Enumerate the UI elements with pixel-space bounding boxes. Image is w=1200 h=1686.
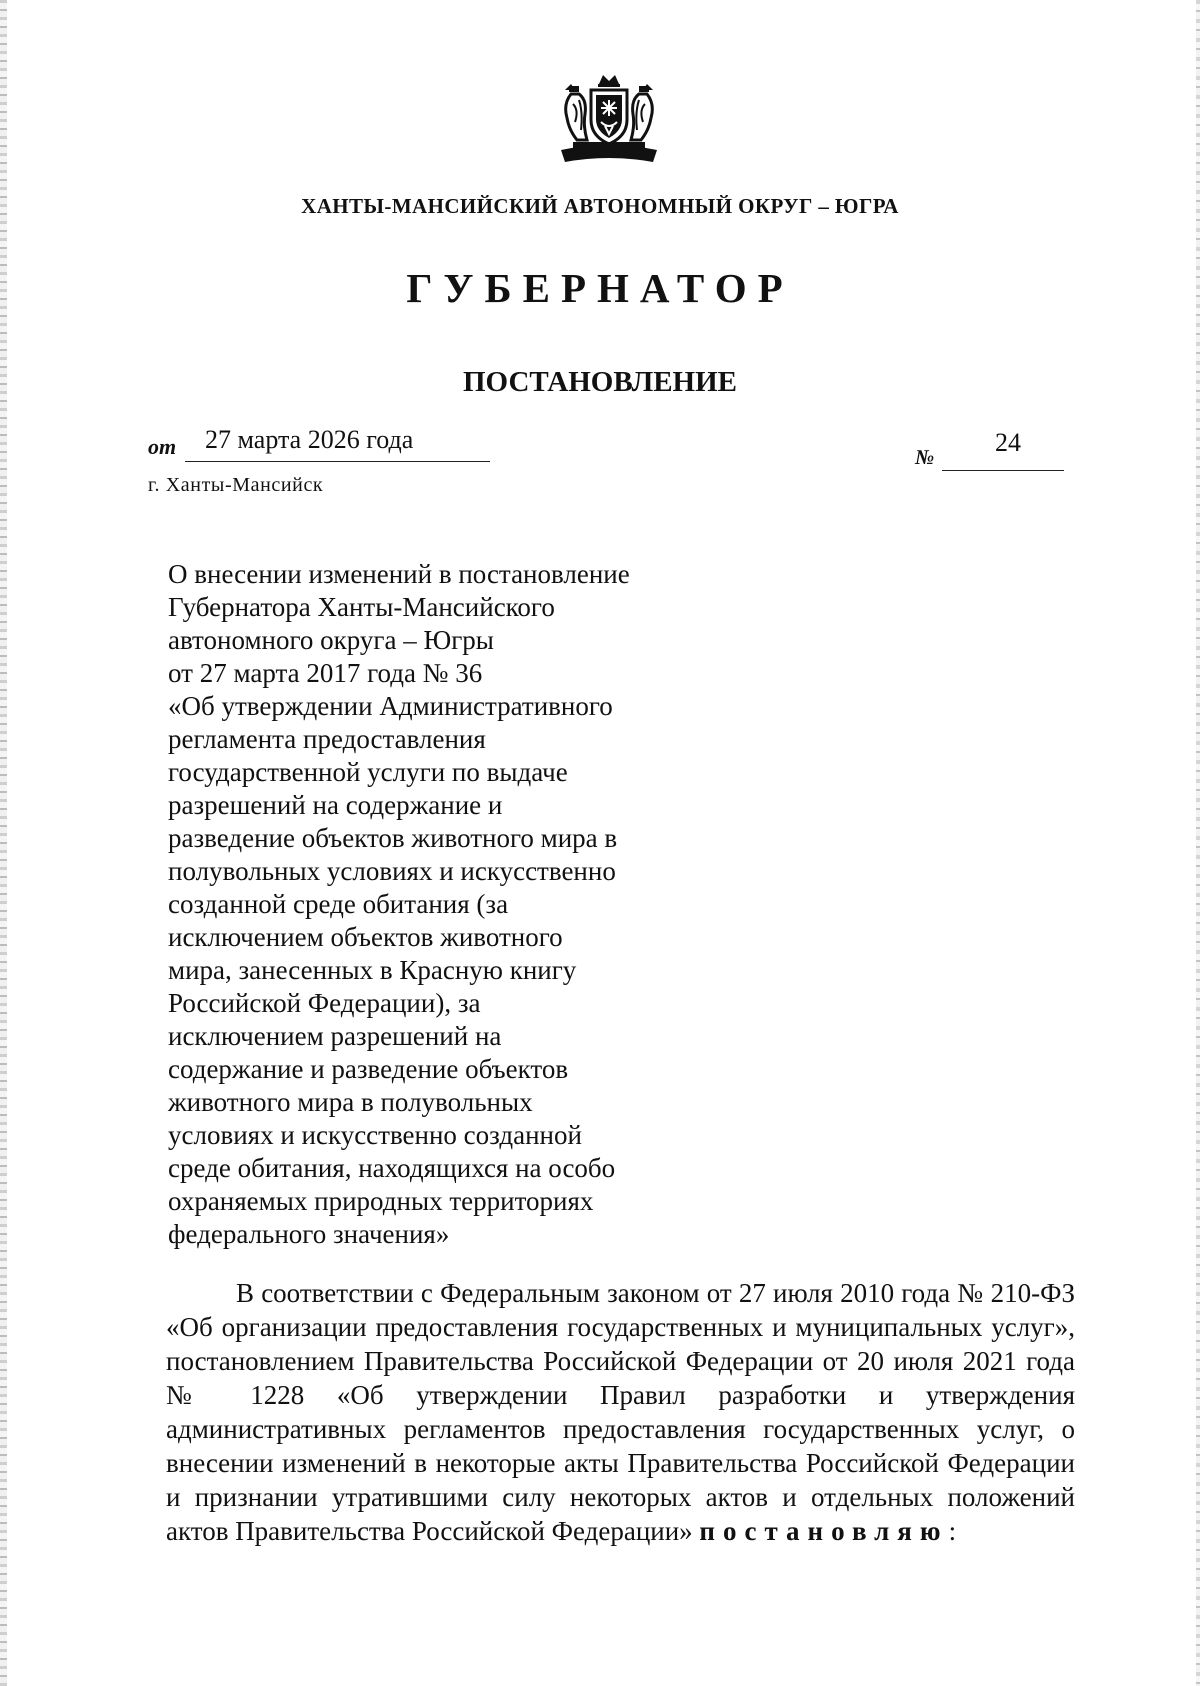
- subject-line: «Об утверждении Административного: [168, 691, 613, 721]
- subject-line: мира, занесенных в Красную книгу: [168, 955, 577, 985]
- date-prefix: от: [148, 434, 177, 459]
- scan-edge-left: [0, 0, 7, 1686]
- document-number: 24: [995, 428, 1021, 457]
- subject-line: Российской Федерации), за: [168, 988, 481, 1018]
- decision-word: постановляю: [699, 1516, 949, 1546]
- date-underline: [185, 461, 490, 462]
- subject-line: содержание и разведение объектов: [168, 1054, 569, 1084]
- subject-line: животного мира в полувольных: [168, 1087, 533, 1117]
- city: г. Ханты-Мансийск: [148, 474, 324, 496]
- body-text: В соответствии с Федеральным законом от 27 июля 2010 года № 210-ФЗ «Об организации предоставления государственных и муниципальных услуг», постановлением Правительства Российской Федерации от 20 июля 2021 года № 1228 «Об утверждении Правил разработки и утверждения административных регламентов предоставления государственных услуг, о внесении изменений в некоторые акты Правительства Российской Федерации и признании утратившими силу некоторых актов и отдельных положений актов Правительства Российской Федерации»: [166, 1278, 1075, 1546]
- subject-line: О внесении изменений в постановление: [168, 559, 630, 589]
- number-prefix: №: [915, 445, 935, 469]
- body-paragraph: [166, 1276, 1075, 1548]
- subject-line: федерального значения»: [168, 1219, 450, 1249]
- subject-line: созданной среде обитания (за: [168, 889, 509, 919]
- subject-line: от 27 марта 2017 года № 36: [168, 658, 483, 688]
- subject-line: разрешений на содержание и: [168, 790, 503, 820]
- number-underline: [942, 470, 1064, 471]
- coat-of-arms-icon: [553, 70, 665, 170]
- subject-line: охраняемых природных территориях: [168, 1186, 594, 1216]
- document-date: 27 марта 2026 года: [205, 425, 414, 454]
- subject-line: полувольных условиях и искусственно: [168, 856, 616, 886]
- subject-line: разведение объектов животного мира в: [168, 823, 618, 853]
- document-subject: [168, 558, 688, 1251]
- region-name: ХАНТЫ-МАНСИЙСКИЙ АВТОНОМНЫЙ ОКРУГ – ЮГРА: [301, 194, 899, 218]
- document-type: ПОСТАНОВЛЕНИЕ: [462, 366, 737, 398]
- subject-line: Губернатора Ханты-Мансийского: [168, 592, 555, 622]
- subject-line: регламента предоставления: [168, 724, 486, 754]
- scan-edge-right: [1196, 0, 1200, 1686]
- subject-line: государственной услуги по выдаче: [168, 757, 568, 787]
- subject-line: автономного округа – Югры: [168, 625, 494, 655]
- subject-line: исключением разрешений на: [168, 1021, 502, 1051]
- issuer-title: ГУБЕРНАТОР: [406, 265, 794, 311]
- decision-punct: :: [948, 1516, 957, 1546]
- subject-line: среде обитания, находящихся на особо: [168, 1153, 616, 1183]
- subject-line: условиях и искусственно созданной: [168, 1120, 582, 1150]
- subject-line: исключением объектов животного: [168, 922, 563, 952]
